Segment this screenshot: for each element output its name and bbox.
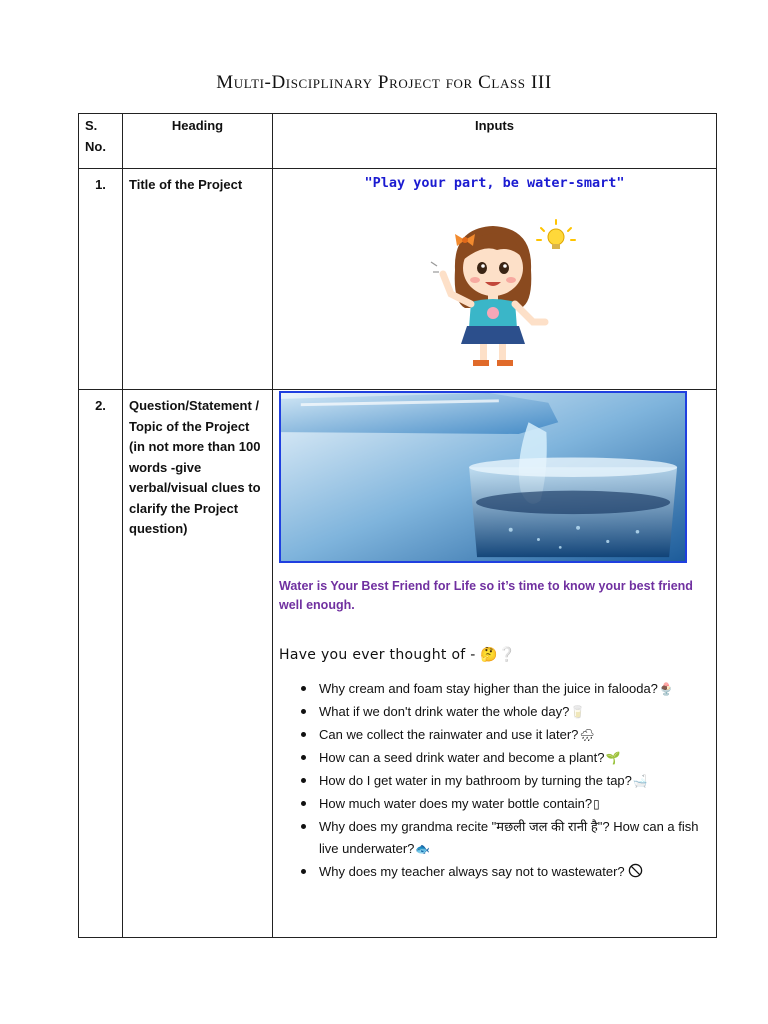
bathtub-icon: 🛁: [632, 773, 648, 788]
light-bulb-icon: [537, 220, 575, 249]
girl-cartoon: [393, 210, 593, 370]
table-header-row: [79, 114, 717, 169]
fish-icon: 🐟: [415, 841, 431, 856]
row-heading: Title of the Project: [123, 169, 273, 390]
document-title: Multi-Disciplinary Project for Class III: [216, 72, 552, 93]
thought-prompt: [279, 645, 716, 666]
thinking-face-icon: 🤔: [480, 647, 499, 663]
question-mark-icon: ❔: [498, 647, 516, 663]
row-inputs: [273, 169, 717, 390]
header-heading: Heading: [123, 114, 273, 169]
list-item: How much water does my water bottle contain?▯: [297, 793, 716, 815]
project-tagline: "Play your part, be water-smart": [364, 175, 625, 191]
row-number: 2.: [79, 390, 123, 938]
rain-cloud-icon: 🌧: [579, 727, 595, 742]
intro-statement: Water is Your Best Friend for Life so it’s time to know your best friend well enough.: [279, 579, 693, 612]
list-item: How do I get water in my bathroom by turning the tap?🛁: [297, 770, 716, 792]
girl-illustration: [393, 210, 593, 370]
list-item: How can a seed drink water and become a plant?🌱: [297, 747, 716, 769]
header-sno: S. No.: [79, 114, 123, 169]
list-item: Can we collect the rainwater and use it later?🌧: [297, 724, 716, 746]
table-row: [79, 169, 717, 390]
thought-prompt-text: Have you ever thought of -: [279, 647, 476, 663]
water-pouring-image: [279, 391, 687, 563]
question-list: [273, 678, 716, 883]
list-item: Why does my grandma recite "मछली जल की रानी है"? How can a fish live underwater?🐟: [297, 816, 716, 860]
list-item: What if we don't drink water the whole day?🥛: [297, 701, 716, 723]
row-inputs: [273, 390, 717, 938]
glass-icon: 🥛: [570, 704, 586, 719]
list-item: Why does my teacher always say not to wastewater?: [297, 861, 716, 883]
seedling-icon: 🌱: [605, 750, 621, 765]
prohibited-icon: [628, 864, 643, 879]
row-number: 1.: [79, 169, 123, 390]
project-table: [78, 113, 717, 938]
row-heading: Question/Statement / Topic of the Project (in not more than 100 words -give verbal/visual clues to clarify the Project question): [123, 390, 273, 938]
bottle-icon: ▯: [593, 796, 600, 811]
list-item: Why cream and foam stay higher than the juice in falooda?🍨: [297, 678, 716, 700]
header-inputs: Inputs: [273, 114, 717, 169]
falooda-icon: 🍨: [658, 681, 674, 696]
table-row: [79, 390, 717, 938]
